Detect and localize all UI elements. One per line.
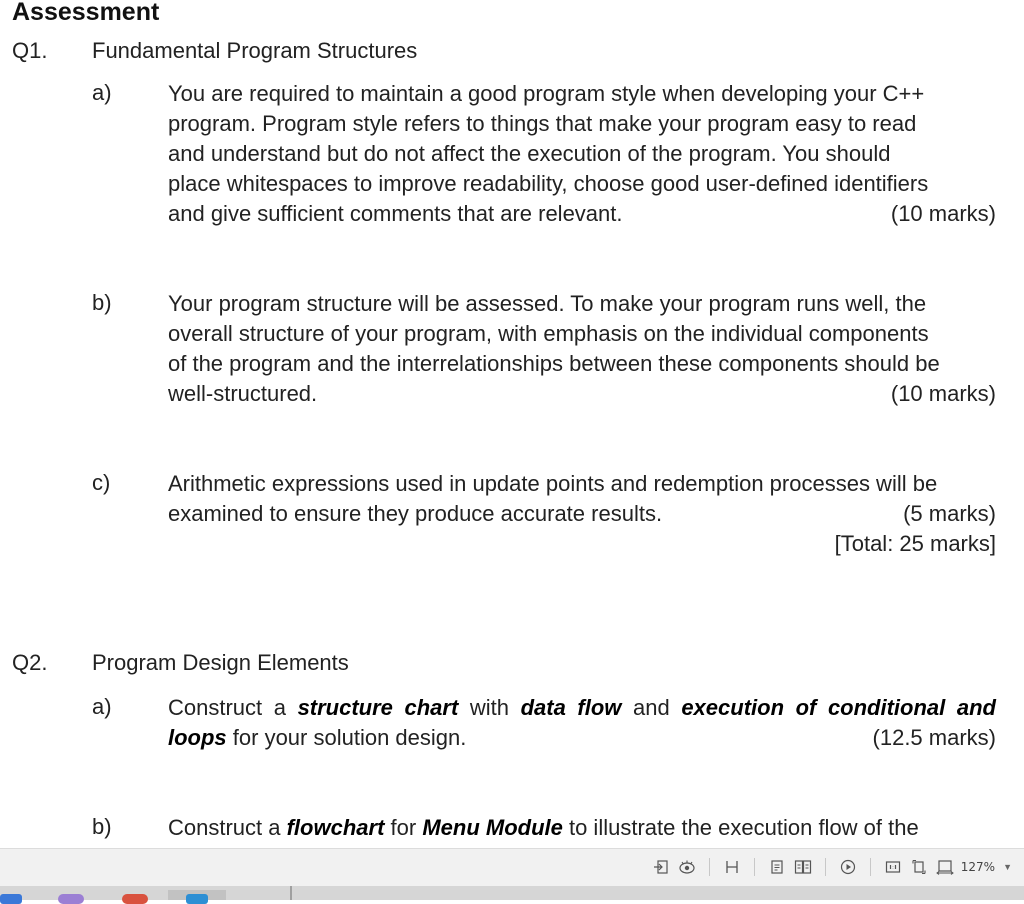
emphasis-text: data flow: [520, 695, 622, 720]
part-label: c): [92, 470, 111, 495]
separator: [709, 858, 710, 876]
fit-width-icon[interactable]: [935, 857, 955, 877]
taskbar-app-icon[interactable]: [186, 894, 208, 904]
part-label: a): [92, 694, 112, 719]
separator: [825, 858, 826, 876]
part-label: b): [92, 290, 112, 315]
two-page-icon[interactable]: [793, 857, 813, 877]
separator: [754, 858, 755, 876]
marks-label: (10 marks): [890, 201, 996, 226]
text-span: and: [621, 695, 682, 720]
text-line: You are required to maintain a good program style when developing your C++: [168, 81, 925, 106]
separator: [870, 858, 871, 876]
text-line: Arithmetic expressions used in update points and redemption processes will be: [168, 471, 938, 496]
text-line-end: and give sufficient comments that are relevant.: [168, 201, 623, 226]
emphasis-text: flowchart: [286, 815, 385, 840]
taskbar: [0, 886, 1024, 900]
fit-page-icon[interactable]: [909, 857, 929, 877]
taskbar-app-icon[interactable]: [122, 894, 148, 904]
text-span: to illustrate the execution flow of the: [562, 815, 919, 840]
exit-icon[interactable]: [651, 857, 671, 877]
text-line: [168, 813, 996, 843]
question-part: [168, 813, 996, 843]
eye-icon[interactable]: [677, 857, 697, 877]
marks-label: (10 marks): [890, 381, 996, 406]
status-bar: [0, 848, 1024, 887]
taskbar-app-icon[interactable]: [0, 894, 22, 904]
emphasis-text: structure chart: [297, 695, 459, 720]
marks-label: (5 marks): [903, 501, 996, 526]
text-span: Construct a: [168, 815, 287, 840]
emphasis-text: execution of conditional and: [681, 695, 996, 720]
part-label: b): [92, 814, 112, 839]
text-line: [168, 723, 996, 753]
emphasis-text: loops: [168, 725, 227, 750]
question-title: Fundamental Program Structures: [92, 38, 418, 63]
text-span: Construct a: [168, 695, 298, 720]
part-label: a): [92, 80, 112, 105]
actual-size-icon[interactable]: [883, 857, 903, 877]
play-icon[interactable]: [838, 857, 858, 877]
text-line: [168, 199, 996, 229]
text-line: [168, 379, 996, 409]
question-title: Program Design Elements: [92, 650, 349, 675]
marks-label: (12.5 marks): [872, 725, 996, 750]
text-span: for your solution design.: [226, 725, 467, 750]
chevron-down-icon[interactable]: ▼: [1003, 862, 1012, 872]
zoom-level[interactable]: 127%: [960, 860, 996, 874]
question-part: [168, 289, 996, 409]
separator: [290, 886, 292, 900]
text-line: [168, 499, 996, 529]
question-part: [168, 693, 996, 753]
question-number: Q1.: [12, 38, 48, 63]
text-span: for: [384, 815, 423, 840]
column-width-icon[interactable]: [722, 857, 742, 877]
text-line: program. Program style refers to things that make your program easy to read: [168, 111, 917, 136]
single-page-icon[interactable]: [767, 857, 787, 877]
total-marks: [Total: 25 marks]: [834, 531, 996, 556]
text-line-end: examined to ensure they produce accurate results.: [168, 501, 663, 526]
text-line: [168, 693, 996, 723]
question-number: Q2.: [12, 650, 48, 675]
taskbar-app-icon[interactable]: [58, 894, 84, 904]
view-controls: [651, 857, 1012, 877]
text-line: overall structure of your program, with emphasis on the individual components: [168, 321, 929, 346]
text-line-end: well-structured.: [168, 381, 318, 406]
text-line: and understand but do not affect the execution of the program. You should: [168, 141, 891, 166]
text-line: Your program structure will be assessed. To make your program runs well, the: [168, 291, 927, 316]
text-line: of the program and the interrelationships between these components should be: [168, 351, 940, 376]
page-title: Assessment: [12, 0, 160, 26]
text-span: with: [458, 695, 521, 720]
emphasis-text: Menu Module: [422, 815, 563, 840]
text-line: place whitespaces to improve readability, choose good user-defined identifiers: [168, 171, 929, 196]
question-part: [168, 469, 996, 559]
question-part: [168, 79, 996, 229]
